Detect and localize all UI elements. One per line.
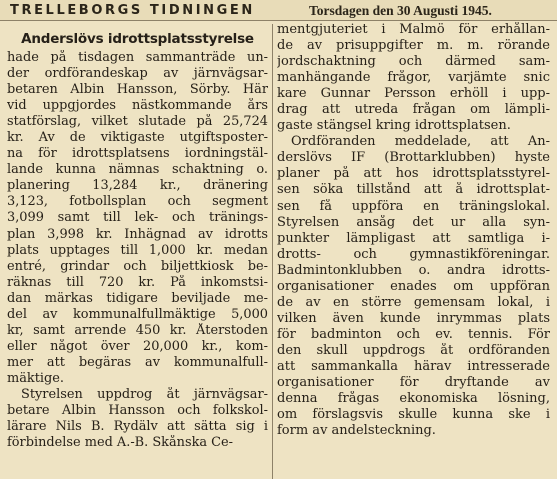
issue-date: Torsdagen den 30 Augusti 1945. [309,3,492,18]
text-line: Ordföranden meddelade, att An- [291,134,550,150]
text-line: mentgjuteriet i Malmö för erhållan- [277,22,550,37]
article-title: Anderslövs idrottsplatsstyrelse [21,31,254,47]
text-line: punkter lämpligast att samtliga i- [277,230,550,246]
text-line: form av andelsteckning. [277,423,436,439]
text-line: Badmintonklubben o. andra idrotts- [277,262,550,278]
text-line: om förslagsvis skulle kunna ske i [277,407,550,423]
text-line: na för idrottsplatsens iordningstäl- [7,146,268,162]
text-line: kare Gunnar Persson erhöll i upp- [277,86,550,102]
text-line: lande kunna nämnas schaktning o. [7,162,268,178]
text-line: mer att begäras av kommunalfull- [7,354,268,370]
text-line: lärare Nils B. Rydälv att sätta sig i [7,419,268,435]
text-line: dan märkas tidigare beviljade me- [7,290,268,306]
text-line: sen få uppföra en träningslokal. [277,198,550,214]
article-column-right [277,22,550,439]
text-line: kr, samt arrende 450 kr. Återstoden [7,322,268,338]
text-line: drotts- och gymnastikföreningar. [277,246,550,262]
article-column-left [7,22,268,451]
text-line: jordschaktning och därmed sam- [277,54,550,70]
text-line: för badminton och ev. tennis. För [277,326,550,342]
text-line: entré, grindar och biljettkiosk be- [7,258,268,274]
text-line: der ordförandeskap av järnvägsar- [7,66,268,82]
newspaper-name: TRELLEBORGS TIDNINGEN [10,3,255,18]
text-line: mäktige. [7,370,65,386]
text-line: kr. Av de viktigaste utgiftsposter- [7,130,268,146]
text-line: Styrelsen ansåg det ur alla syn- [277,214,550,230]
text-line: statförslag, vilket slutade på 25,724 [7,114,268,130]
text-line: manhängande frågor, varjämte snic [277,70,550,86]
text-line: betare Albin Hansson och folkskol- [7,403,268,419]
text-line: de av en större gemensam lokal, i [277,294,550,310]
text-line: del av kommunalfullmäktige 5,000 [7,306,268,322]
text-line: Styrelsen uppdrog åt järnvägsar- [21,386,268,402]
text-line: betaren Albin Hansson, Sörby. Här [7,82,268,98]
masthead [0,0,557,21]
text-line: 3,099 samt till lek- och tränings- [7,210,268,226]
text-line: den skull uppdrogs åt ordföranden [277,342,550,358]
text-line: plats upptages till 1,000 kr. medan [7,242,268,258]
text-line: vid uppgjordes nästkommande års [7,98,268,114]
text-line: vilken även kunde inrymmas plats [277,310,550,326]
text-line: räknas till 720 kr. På inkomstsi- [7,274,268,290]
text-line: planering 13,284 kr., dränering [7,178,268,194]
text-line: sen söka tillstånd att å idrottsplat- [277,182,550,198]
text-line: organisationer för dryftande av [277,375,550,391]
text-line: denna frågas ekonomiska lösning, [277,391,550,407]
text-line: organisationer enades om uppföran [277,278,550,294]
text-line: de av prisuppgifter m. m. rörande [277,38,550,54]
article-text-left [7,50,268,451]
column-divider [272,24,273,479]
text-line: drag att utreda frågan om lämpli- [277,102,550,118]
text-line: att sammankalla härav intresserade [277,358,550,374]
text-line: förbindelse med A.-B. Skånska Ce- [7,435,234,451]
text-line: planer på att hos idrottsplatsstyrel- [277,166,550,182]
text-line: eller något över 20,000 kr., kom- [7,338,268,354]
text-line: gaste stängsel kring idrottsplatsen. [277,118,511,134]
text-line: plan 3,998 kr. Inhägnad av idrotts [7,226,268,242]
text-line: hade på tisdagen sammanträde un- [7,50,268,65]
text-line: derslövs IF (Brottarklubben) hyste [277,150,550,166]
text-line: 3,123, fotbollsplan och segment [7,194,268,210]
article-text-right [277,22,550,439]
